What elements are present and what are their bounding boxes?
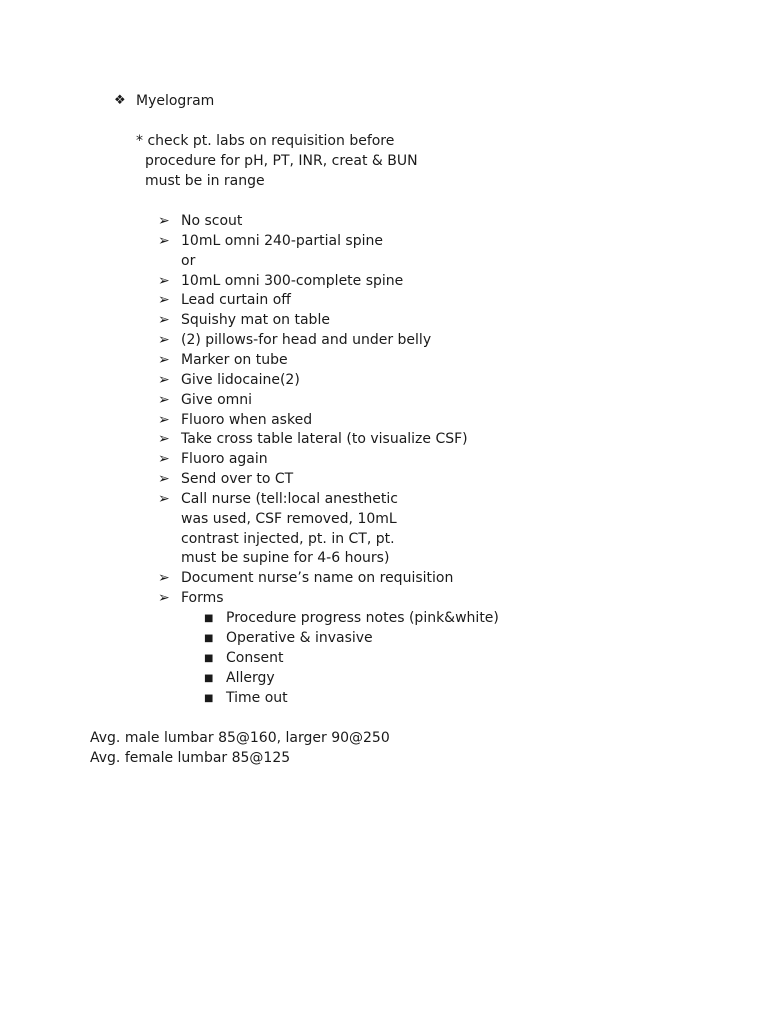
arrow-bullet-icon: ➢ — [158, 213, 170, 229]
arrow-bullet-icon: ➢ — [158, 232, 170, 249]
form-item: Time out — [226, 690, 288, 706]
square-bullet-icon: ■ — [204, 633, 214, 644]
form-item: Procedure progress notes (pink&white) — [226, 610, 499, 626]
note-line: * check pt. labs on requisition before — [136, 133, 395, 149]
step-item-line: No scout — [181, 213, 243, 229]
step-item-line: 10mL omni 300-complete spine — [181, 272, 404, 289]
average-line: Avg. female lumbar 85@125 — [90, 750, 291, 766]
step-item-line: Give omni — [181, 391, 253, 408]
note-line: must be in range — [145, 173, 265, 189]
arrow-bullet-icon: ➢ — [158, 312, 170, 329]
arrow-bullet-icon: ➢ — [158, 570, 170, 587]
square-bullet-icon: ■ — [204, 673, 214, 684]
arrow-bullet-icon: ➢ — [158, 451, 170, 468]
step-item-line: Take cross table lateral (to visualize CSF) — [181, 431, 468, 448]
step-item-line: 10mL omni 240-partial spine — [181, 232, 383, 249]
arrow-bullet-icon: ➢ — [158, 490, 170, 507]
note-line: procedure for pH, PT, INR, creat & BUN — [145, 153, 418, 169]
step-item-line: was used, CSF removed, 10mL — [181, 510, 397, 527]
arrow-bullet-icon: ➢ — [158, 391, 170, 408]
arrow-bullet-icon: ➢ — [158, 471, 170, 488]
arrow-bullet-icon: ➢ — [158, 411, 170, 428]
step-item-line: Lead curtain off — [181, 292, 291, 309]
heading-title: Myelogram — [136, 93, 215, 109]
step-item-line: Squishy mat on table — [181, 312, 330, 329]
step-item-line: Fluoro again — [181, 451, 268, 468]
form-item: Allergy — [226, 670, 275, 686]
step-item-line: Send over to CT — [181, 471, 294, 488]
step-item-line: Marker on tube — [181, 351, 288, 368]
step-item-line: must be supine for 4-6 hours) — [181, 550, 390, 567]
step-item-line: contrast injected, pt. in CT, pt. — [181, 530, 395, 547]
form-item: Consent — [226, 650, 284, 666]
diamond-bullet-icon: ❖ — [114, 93, 126, 108]
step-item-line: Fluoro when asked — [181, 411, 313, 428]
step-item-line: or — [181, 252, 196, 269]
arrow-bullet-icon: ➢ — [158, 292, 170, 309]
arrow-bullet-icon: ➢ — [158, 272, 170, 289]
step-item-line: Give lidocaine(2) — [181, 371, 300, 388]
square-bullet-icon: ■ — [204, 613, 214, 624]
step-item-line: Forms — [181, 590, 224, 607]
arrow-bullet-icon: ➢ — [158, 371, 170, 388]
form-item: Operative & invasive — [226, 630, 373, 646]
step-item-line: Call nurse (tell:local anesthetic — [181, 490, 398, 507]
arrow-bullet-icon: ➢ — [158, 431, 170, 448]
arrow-bullet-icon: ➢ — [158, 351, 170, 368]
arrow-bullet-icon: ➢ — [158, 590, 170, 607]
square-bullet-icon: ■ — [204, 653, 214, 664]
average-line: Avg. male lumbar 85@160, larger 90@250 — [90, 730, 390, 746]
arrow-bullet-icon: ➢ — [158, 332, 170, 349]
step-item-line: (2) pillows-for head and under belly — [181, 332, 432, 349]
step-item-line: Document nurse’s name on requisition — [181, 570, 454, 587]
square-bullet-icon: ■ — [204, 693, 214, 704]
